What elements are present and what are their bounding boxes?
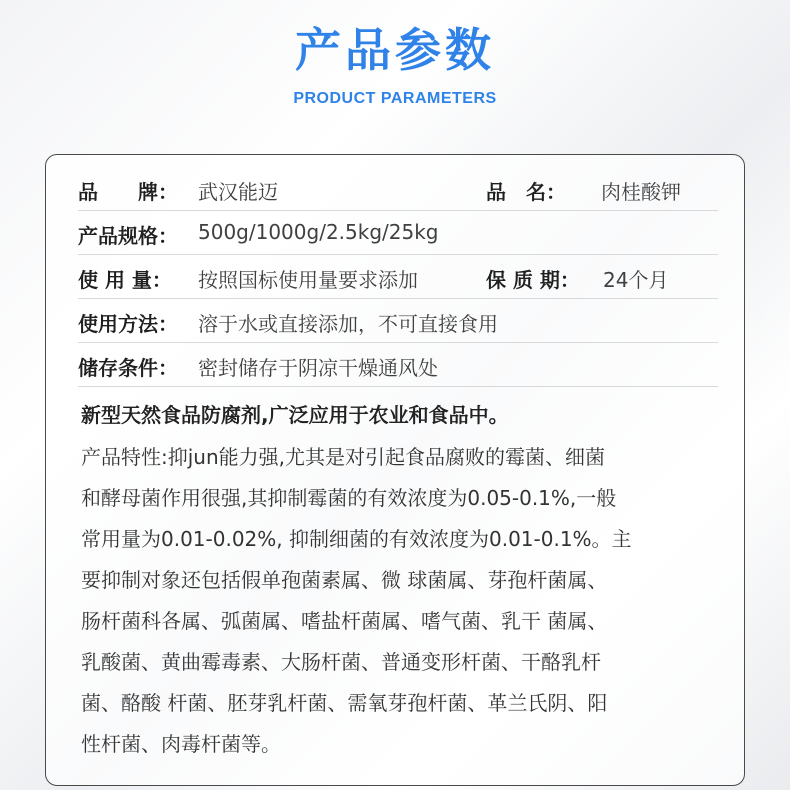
shelf-life-label: 保 质 期： [486,268,580,292]
method-value: 溶于水或直接添加，不可直接食用 [198,312,498,336]
name-label: 品 名： [486,180,566,204]
param-row-usage-shelf [78,257,718,299]
name-value: 肉桂酸钾 [601,180,681,204]
param-row-method [78,301,718,343]
storage-value: 密封储存于阴凉干燥通风处 [198,356,438,380]
description-line: 乳酸菌、黄曲霉毒素、大肠杆菌、普通变形杆菌、干酪乳杆 [81,650,601,674]
brand-value: 武汉能迈 [198,180,278,204]
description-line: 性杆菌、肉毒杆菌等。 [81,732,281,756]
storage-label: 储存条件： [78,356,178,380]
description-body [81,437,721,765]
usage-label: 使 用 量： [78,268,172,292]
spec-value: 500g/1000g/2.5kg/25kg [198,220,439,244]
method-label: 使用方法： [78,312,178,336]
description-line: 和酵母菌作用很强,其抑制霉菌的有效浓度为0.05-0.1%,一般 [81,486,617,510]
param-row-storage [78,345,718,387]
shelf-life-value: 24个月 [603,268,669,292]
param-row-brand-name [78,169,718,211]
description-headline: 新型天然食品防腐剂,广泛应用于农业和食品中。 [81,403,509,427]
description-line: 要抑制对象还包括假单孢菌素属、微 球菌属、芽孢杆菌属、 [81,568,608,592]
description-line: 肠杆菌科各属、弧菌属、嗜盐杆菌属、嗜气菌、乳干 菌属、 [81,609,608,633]
page-title: 产品参数 [295,23,495,77]
brand-label: 品 牌： [78,180,178,204]
parameters-card [45,154,745,786]
description-line: 常用量为0.01-0.02%, 抑制细菌的有效浓度为0.01-0.1%。主 [81,527,632,551]
usage-value: 按照国标使用量要求添加 [198,268,418,292]
page-subtitle: PRODUCT PARAMETERS [293,90,497,107]
description-line: 产品特性:抑jun能力强,尤其是对引起食品腐败的霉菌、细菌 [81,445,606,469]
spec-label: 产品规格： [78,224,178,248]
description-line: 菌、酪酸 杆菌、胚芽乳杆菌、需氧芽孢杆菌、革兰氏阴、阳 [81,691,608,715]
param-row-spec [78,213,718,255]
